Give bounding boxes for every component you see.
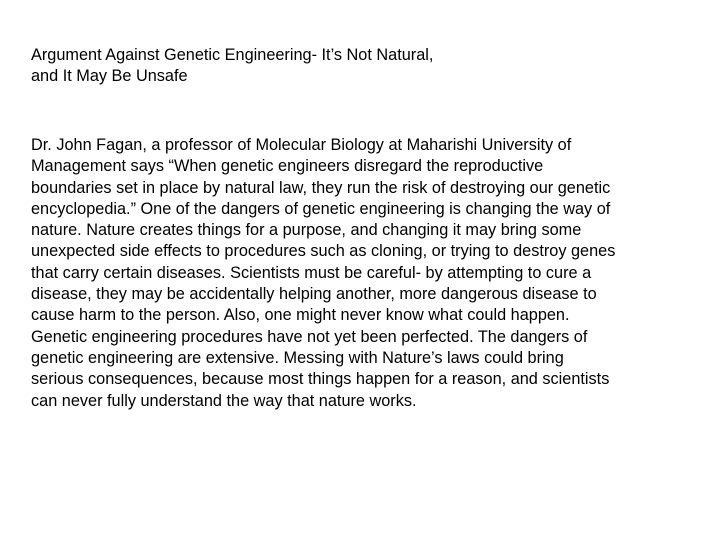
body-line: unexpected side effects to procedures such as cloning, or trying to destroy genes xyxy=(31,242,616,261)
body-line: Genetic engineering procedures have not yet been perfected. The dangers of xyxy=(31,327,588,346)
body-line: disease, they may be accidentally helping another, more dangerous disease to xyxy=(31,285,597,304)
body-line: can never fully understand the way that nature works. xyxy=(31,391,417,410)
body-line: Dr. John Fagan, a professor of Molecular Biology at Maharishi University of xyxy=(31,136,572,154)
body-line: serious consequences, because most things happen for a reason, and scientists xyxy=(31,370,610,389)
body-line: genetic engineering are extensive. Messing with Nature’s laws could bring xyxy=(31,348,564,367)
title-line: Argument Against Genetic Engineering- It’s Not Natural, xyxy=(31,46,434,64)
body-line: encyclopedia.” One of the dangers of genetic engineering is changing the way of xyxy=(31,199,611,218)
title-line: and It May Be Unsafe xyxy=(31,67,188,85)
slide-title xyxy=(31,45,591,87)
body-line: cause harm to the person. Also, one might never know what could happen. xyxy=(31,306,570,325)
body-line: Management says “When genetic engineers disregard the reproductive xyxy=(31,157,544,176)
body-paragraph xyxy=(31,135,701,412)
body-line: nature. Nature creates things for a purpose, and changing it may bring some xyxy=(31,221,582,240)
body-line: boundaries set in place by natural law, they run the risk of destroying our genetic xyxy=(31,178,611,197)
body-line: that carry certain diseases. Scientists must be careful- by attempting to cure a xyxy=(31,263,592,282)
